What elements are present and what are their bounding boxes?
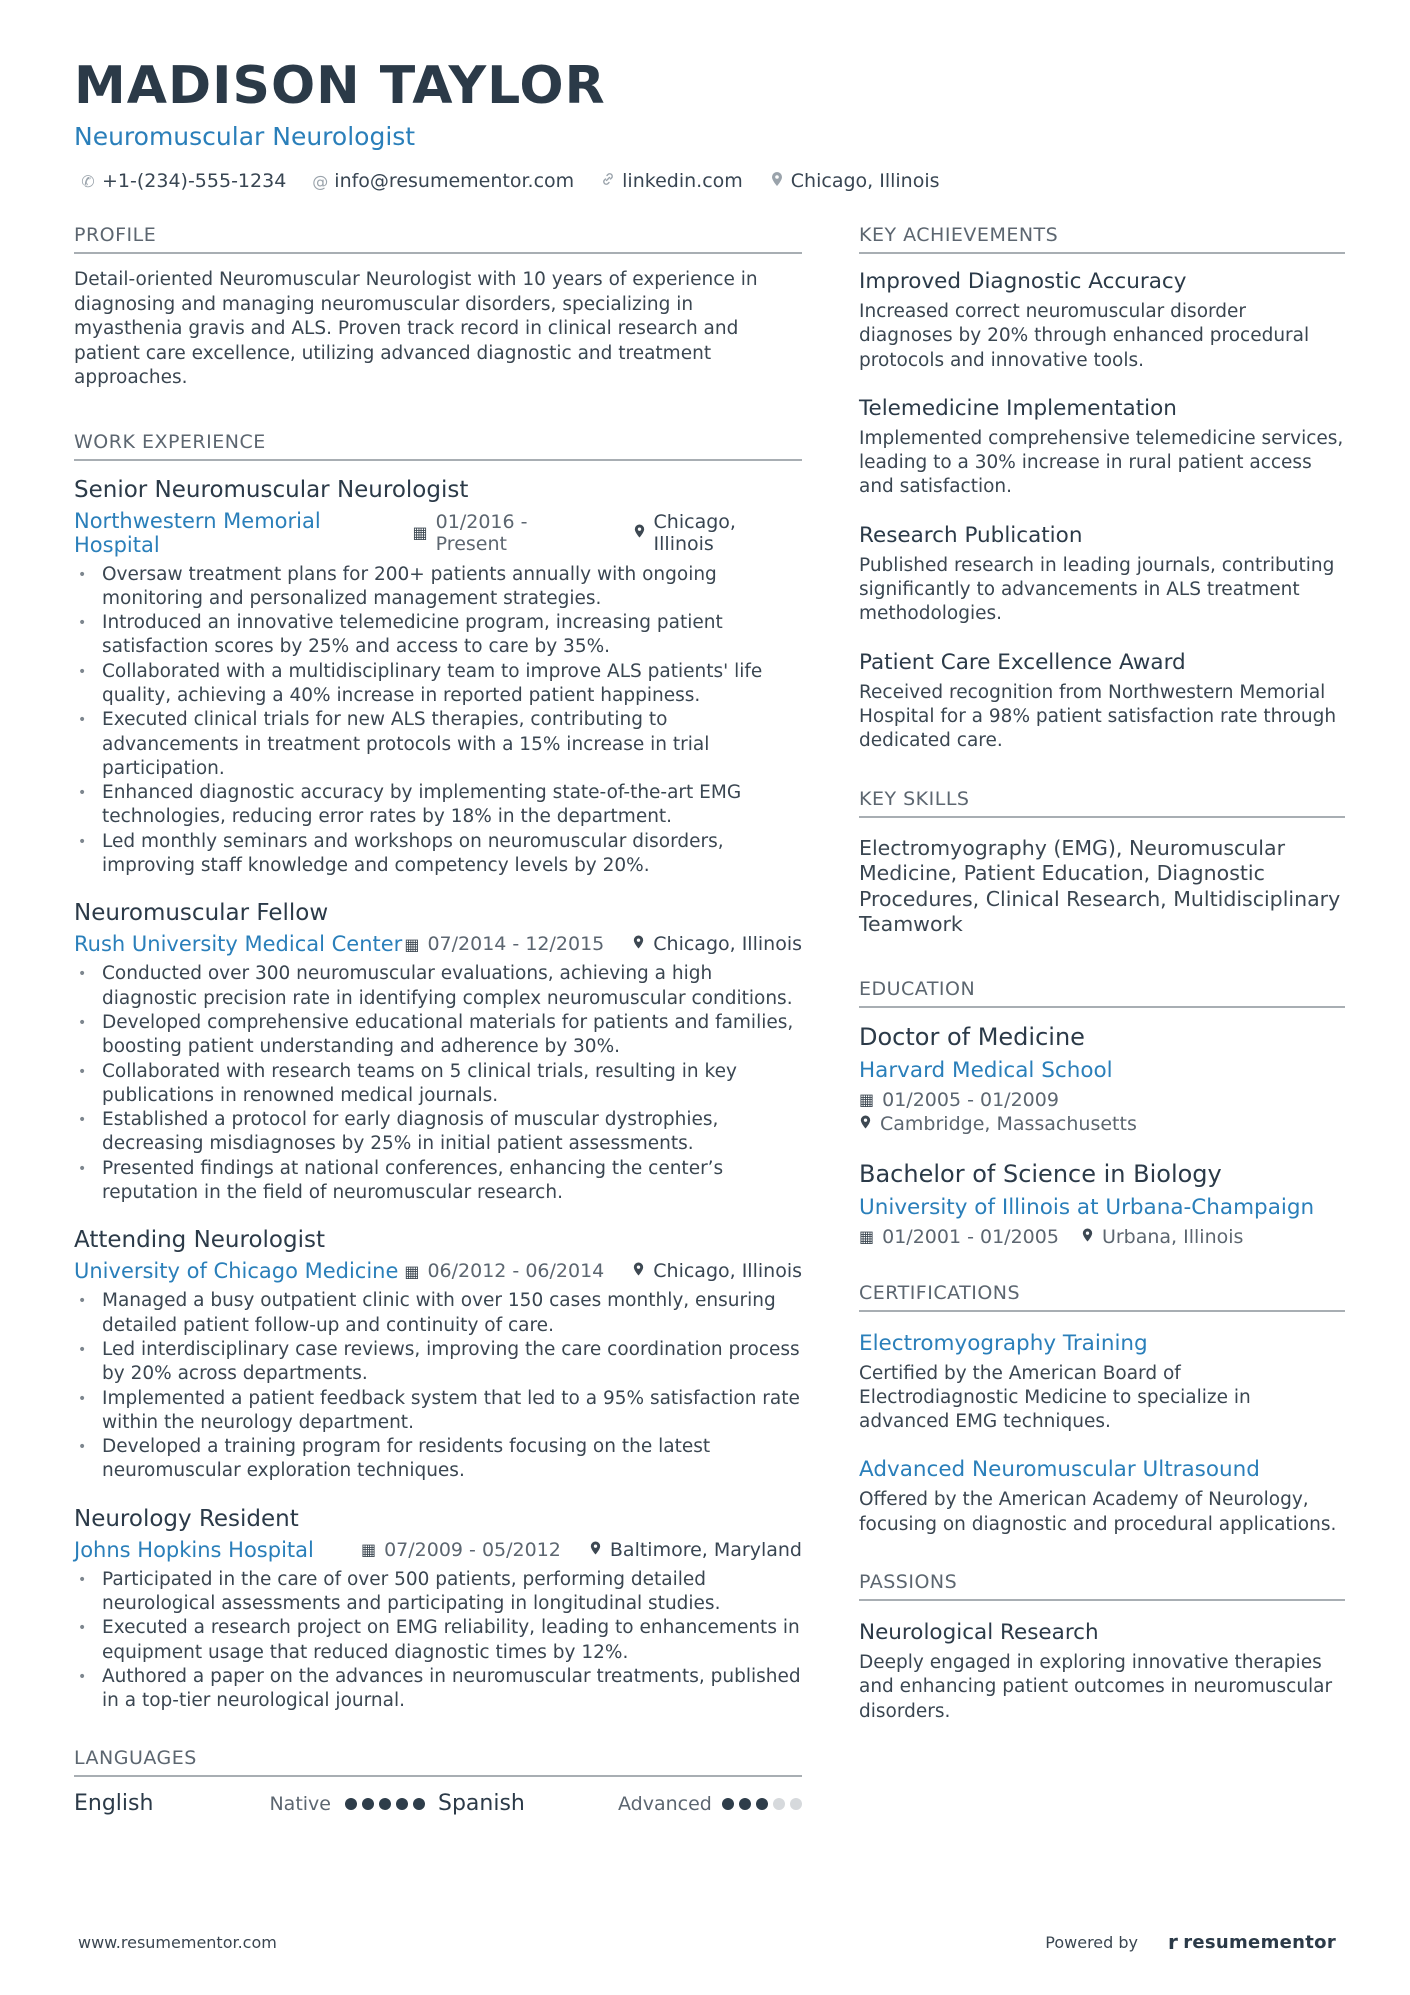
bullet-item: • Collaborated with research teams on 5 clinical trials, resulting in key publications in renowned medical journals. xyxy=(74,1060,802,1109)
calendar-icon: ▦ xyxy=(859,1090,875,1110)
bullet-item: • Developed comprehensive educational materials for patients and families, boosting patient understanding and adherence by 30%. xyxy=(74,1011,802,1060)
education-dates-line xyxy=(859,1089,1345,1111)
education-heading: EDUCATION xyxy=(859,978,1345,1008)
achievement-item xyxy=(859,522,1345,627)
footer-branding xyxy=(1045,1930,1336,1954)
bullet-item: • Participated in the care of over 500 patients, performing detailed neurological assessments and participating in longitudinal studies. xyxy=(74,1568,802,1617)
bullet-item: • Implemented a patient feedback system that led to a 95% satisfaction rate within the neurology department. xyxy=(74,1387,802,1436)
education-location-line xyxy=(859,1113,1345,1135)
education-school: University of Illinois at Urbana-Champaign xyxy=(859,1194,1315,1220)
education-school: Harvard Medical School xyxy=(859,1057,1113,1083)
job-company: Rush University Medical Center xyxy=(74,932,403,957)
job-location xyxy=(632,933,802,955)
bullet-item: • Collaborated with a multidisciplinary team to improve ALS patients' life quality, achieving a 40% increase in reported patient happiness. xyxy=(74,660,802,709)
job-meta-right xyxy=(361,1539,802,1561)
passion-desc: Deeply engaged in exploring innovative therapies and enhancing patient outcomes in neuromuscular disorders. xyxy=(859,1652,1333,1722)
bullet-item: • Led interdisciplinary case reviews, improving the care coordination process by 20% across departments. xyxy=(74,1338,802,1387)
proficiency-dots xyxy=(722,1798,802,1810)
location-pin-icon xyxy=(1081,1227,1094,1247)
contact-location xyxy=(769,170,940,192)
bullet-item: • Presented findings at national conferences, enhancing the center’s reputation in the field of neuromuscular research. xyxy=(74,1157,802,1206)
education-location xyxy=(1081,1226,1243,1248)
job-meta-right xyxy=(413,511,802,555)
profile-text: Detail-oriented Neuromuscular Neurologist with 10 years of experience in diagnosing and managing neuromuscular disorders, specializing in myasthenia gravis and ALS. Proven track record in clinical research and patient care excellence, utilizing advanced diagnostic and treatment approaches. xyxy=(74,269,758,388)
bullet-item: • Introduced an innovative telemedicine program, increasing patient satisfaction scores by 25% and access to care by 35%. xyxy=(74,611,802,660)
proficiency-dot-empty xyxy=(773,1798,785,1810)
education-dates xyxy=(859,1089,1059,1111)
job-dates-text: 06/2012 - 06/2014 xyxy=(427,1260,605,1283)
languages-row xyxy=(74,1791,802,1816)
brand-mark-icon: r xyxy=(1168,1930,1179,1954)
job-location-text: Chicago, Illinois xyxy=(653,1260,802,1283)
certification-desc: Certified by the American Board of Electrodiagnostic Medicine to specialize in advanced EMG techniques. xyxy=(859,1362,1251,1433)
achievement-title: Telemedicine Implementation xyxy=(859,395,1177,421)
job-title: Neuromuscular Neurologist xyxy=(74,122,416,151)
education-item xyxy=(859,1022,1345,1135)
education-degree: Bachelor of Science in Biology xyxy=(859,1159,1222,1188)
achievement-desc: Published research in leading journals, contributing significantly to advancements in ALS treatment methodologies. xyxy=(859,554,1335,625)
bullet-item: • Led monthly seminars and workshops on neuromuscular disorders, improving staff knowledge and competency levels by 20%. xyxy=(74,830,802,879)
job-meta xyxy=(74,932,802,956)
job-dates-text: 01/2016 - Present xyxy=(435,510,528,555)
phone-text: +1-(234)-555-1234 xyxy=(102,170,287,192)
job-dates-text: 07/2014 - 12/2015 xyxy=(427,933,605,956)
language-item xyxy=(74,1791,438,1816)
contact-bar xyxy=(80,170,940,192)
languages-heading: LANGUAGES xyxy=(74,1747,802,1777)
passion-title: Neurological Research xyxy=(859,1620,1099,1646)
job-company: Johns Hopkins Hospital xyxy=(74,1537,314,1562)
location-pin-icon xyxy=(769,171,785,191)
location-pin-icon xyxy=(859,1114,872,1134)
job-entry xyxy=(74,1504,802,1714)
bullet-item: • Established a protocol for early diagnosis of muscular dystrophies, decreasing misdiagnoses by 25% in initial patient assessments. xyxy=(74,1108,802,1157)
bullet-item: • Developed a training program for residents focusing on the latest neuromuscular exploration techniques. xyxy=(74,1435,802,1484)
job-dates xyxy=(361,1539,561,1561)
location-pin-icon xyxy=(632,1261,645,1281)
job-location-text: Chicago, Illinois xyxy=(653,510,736,555)
education-location xyxy=(859,1113,1137,1135)
achievement-title: Research Publication xyxy=(859,522,1083,548)
education-dates-text: 01/2005 - 01/2009 xyxy=(882,1088,1059,1111)
job-meta-right xyxy=(404,1260,802,1282)
bullet-item: • Oversaw treatment plans for 200+ patients annually with ongoing monitoring and personalized management strategies. xyxy=(74,563,802,612)
education-item xyxy=(859,1159,1345,1248)
bullet-item: • Authored a paper on the advances in neuromuscular treatments, published in a top-tier neurological journal. xyxy=(74,1665,802,1714)
passions-section xyxy=(859,1571,1345,1724)
education-location-text: Cambridge, Massachusetts xyxy=(880,1112,1137,1135)
location-pin-icon xyxy=(633,523,646,543)
job-company: University of Chicago Medicine xyxy=(74,1259,399,1284)
language-item xyxy=(438,1791,802,1816)
bullet-item: • Executed a research project on EMG reliability, leading to enhancements in equipment usage that reduced diagnostic times by 12%. xyxy=(74,1616,802,1665)
proficiency-dot-filled xyxy=(413,1798,425,1810)
proficiency-dot-empty xyxy=(790,1798,802,1810)
job-location xyxy=(632,1260,802,1282)
job-bullets xyxy=(74,563,802,879)
job-role: Senior Neuromuscular Neurologist xyxy=(74,476,469,503)
calendar-icon: ▦ xyxy=(412,523,428,542)
education-dates-text: 01/2001 - 01/2005 xyxy=(882,1225,1059,1248)
job-location xyxy=(589,1539,802,1561)
calendar-icon: ▦ xyxy=(859,1227,875,1247)
skills-heading: KEY SKILLS xyxy=(859,788,1345,818)
achievement-title: Patient Care Excellence Award xyxy=(859,649,1186,675)
profile-heading: PROFILE xyxy=(74,224,802,254)
job-company: Northwestern Memorial Hospital xyxy=(74,508,321,557)
education-section xyxy=(859,978,1345,1248)
proficiency-dot-filled xyxy=(379,1798,391,1810)
education-dates xyxy=(859,1226,1059,1248)
job-dates-text: 07/2009 - 05/2012 xyxy=(384,1538,561,1561)
job-location xyxy=(633,511,802,555)
achievements-section xyxy=(859,224,1345,754)
passion-item xyxy=(859,1619,1345,1724)
achievement-title: Improved Diagnostic Accuracy xyxy=(859,269,1187,294)
location-pin-icon xyxy=(632,934,645,954)
brand-logo[interactable] xyxy=(1168,1930,1336,1954)
proficiency-dot-filled xyxy=(396,1798,408,1810)
contact-email[interactable] xyxy=(312,170,574,192)
location-text: Chicago, Illinois xyxy=(790,170,940,192)
bullet-item: • Managed a busy outpatient clinic with over 150 cases monthly, ensuring detailed patient follow-up and continuity of care. xyxy=(74,1289,802,1338)
certification-desc: Offered by the American Academy of Neurology, focusing on diagnostic and procedural applications. xyxy=(859,1489,1337,1535)
contact-phone xyxy=(80,170,286,192)
link-icon xyxy=(600,171,616,191)
language-level: Native xyxy=(269,1792,331,1815)
education-dates-line xyxy=(859,1226,1345,1248)
education-degree: Doctor of Medicine xyxy=(859,1022,1085,1051)
achievements-heading: KEY ACHIEVEMENTS xyxy=(859,224,1345,254)
proficiency-dot-filled xyxy=(756,1798,768,1810)
job-dates xyxy=(404,933,604,955)
job-bullets xyxy=(74,1568,802,1714)
proficiency-dot-filled xyxy=(345,1798,357,1810)
job-role: Attending Neurologist xyxy=(74,1227,325,1254)
education-location-text: Urbana, Illinois xyxy=(1101,1225,1244,1248)
certification-title: Electromyography Training xyxy=(859,1330,1148,1356)
bullet-item: • Executed clinical trials for new ALS therapies, contributing to advancements in treatment protocols with a 15% increase in trial participation. xyxy=(74,708,802,781)
candidate-name: MADISON TAYLOR xyxy=(74,56,606,116)
right-column xyxy=(859,224,1345,1746)
job-entry xyxy=(74,1225,802,1483)
achievement-item xyxy=(859,649,1345,754)
certification-item xyxy=(859,1330,1345,1435)
at-icon: @ xyxy=(312,171,329,191)
proficiency-dots xyxy=(345,1798,425,1810)
certifications-section xyxy=(859,1282,1345,1537)
languages-section xyxy=(74,1747,802,1816)
powered-by-label: Powered by xyxy=(1045,1932,1139,1952)
achievement-item xyxy=(859,395,1345,500)
job-meta-right xyxy=(404,933,802,955)
job-dates xyxy=(404,1260,604,1282)
calendar-icon: ▦ xyxy=(360,1540,377,1560)
profile-section xyxy=(74,224,802,391)
certification-title: Advanced Neuromuscular Ultrasound xyxy=(859,1457,1260,1483)
skills-section xyxy=(859,788,1345,938)
job-entry xyxy=(74,898,802,1205)
job-entry xyxy=(74,475,802,879)
job-location-text: Baltimore, Maryland xyxy=(609,1538,802,1561)
language-level: Advanced xyxy=(618,1792,712,1815)
job-role: Neurology Resident xyxy=(74,1505,299,1532)
bullet-item: • Enhanced diagnostic accuracy by implementing state-of-the-art EMG technologies, reducing error rates by 18% in the department. xyxy=(74,781,802,830)
email-text[interactable]: info@resumementor.com xyxy=(334,170,575,192)
bullet-item: • Conducted over 300 neuromuscular evaluations, achieving a high diagnostic precision rate in identifying complex neuromuscular conditions. xyxy=(74,962,802,1011)
language-name: Spanish xyxy=(438,1791,525,1817)
job-meta xyxy=(74,1538,802,1562)
left-column xyxy=(74,224,802,1816)
job-dates xyxy=(413,511,605,555)
job-meta xyxy=(74,509,802,557)
location-pin-icon xyxy=(589,1540,602,1560)
achievement-item xyxy=(859,268,1345,373)
job-bullets xyxy=(74,1289,802,1483)
job-role: Neuromuscular Fellow xyxy=(74,900,329,927)
job-meta xyxy=(74,1259,802,1283)
achievement-desc: Implemented comprehensive telemedicine services, leading to a 30% increase in rural patient access and satisfaction. xyxy=(859,427,1344,498)
footer-website[interactable]: www.resumementor.com xyxy=(78,1933,277,1952)
passions-heading: PASSIONS xyxy=(859,1571,1345,1601)
achievement-desc: Increased correct neuromuscular disorder diagnoses by 20% through enhanced procedural protocols and innovative tools. xyxy=(859,301,1310,371)
proficiency-dot-filled xyxy=(722,1798,734,1810)
contact-linkedin[interactable] xyxy=(600,170,743,192)
certification-item xyxy=(859,1456,1345,1537)
proficiency-dot-filled xyxy=(362,1798,374,1810)
skills-text: Electromyography (EMG), Neuromuscular Medicine, Patient Education, Diagnostic Procedures, Clinical Research, Multidisciplinary Teamwork xyxy=(859,835,1341,937)
certifications-heading: CERTIFICATIONS xyxy=(859,1282,1345,1312)
calendar-icon: ▦ xyxy=(404,934,420,954)
job-bullets xyxy=(74,962,802,1205)
calendar-icon: ▦ xyxy=(404,1261,420,1281)
brand-name: resumementor xyxy=(1183,1931,1336,1953)
job-location-text: Chicago, Illinois xyxy=(653,933,802,956)
language-name: English xyxy=(74,1791,154,1817)
proficiency-dot-filled xyxy=(739,1798,751,1810)
achievement-desc: Received recognition from Northwestern Memorial Hospital for a 98% patient satisfaction rate through dedicated care. xyxy=(859,681,1337,752)
linkedin-text[interactable]: linkedin.com xyxy=(622,170,743,192)
work-section xyxy=(74,431,802,1714)
work-heading: WORK EXPERIENCE xyxy=(74,431,802,461)
phone-icon: ✆ xyxy=(81,171,95,191)
